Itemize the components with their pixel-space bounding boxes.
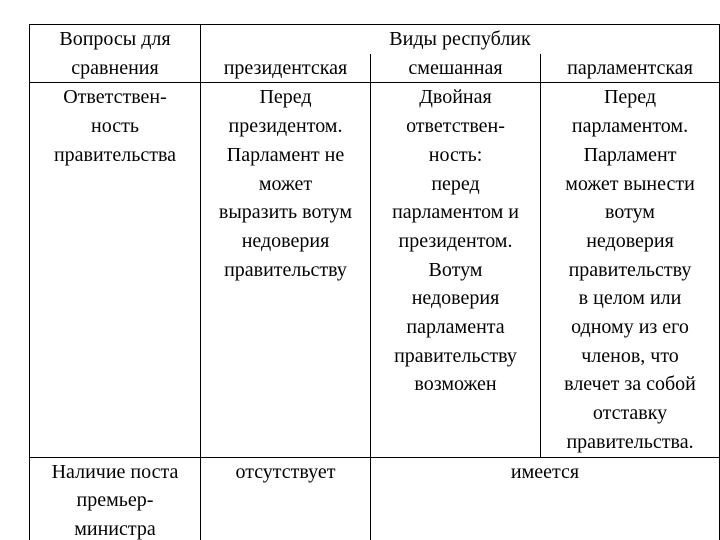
cell-line: ность: <box>428 143 483 166</box>
header-column-presidential <box>201 54 371 83</box>
comparison-table <box>29 24 720 540</box>
header-column-parliamentary <box>541 54 720 83</box>
cell-line: может вынести <box>565 172 695 195</box>
cell-line: членов, что <box>581 344 679 367</box>
question-cell <box>30 457 201 540</box>
cell-line: выразить вотум <box>218 201 353 224</box>
header-group-title: Виды республик <box>389 28 531 50</box>
cell-line: недоверия <box>586 229 674 252</box>
parliamentary-cell <box>541 83 720 457</box>
cell-line: парламентом и <box>392 201 519 224</box>
column-label: президентская <box>223 56 348 79</box>
cell-line: в целом или <box>578 287 682 310</box>
cell-line: одному из его <box>571 316 689 339</box>
cell-value: имеется <box>510 460 580 483</box>
cell-line: ответствен- <box>406 115 505 138</box>
cell-line: правительству <box>394 344 517 367</box>
cell-line: министра <box>74 517 156 540</box>
cell-line: Наличие поста <box>51 460 179 483</box>
cell-line: Перед <box>259 86 312 109</box>
cell-line: может <box>258 172 313 195</box>
cell-line: парламента <box>406 316 505 339</box>
cell-line: парламентом. <box>571 115 689 138</box>
cell-line: Двойная <box>419 86 492 109</box>
mixed-parliamentary-cell <box>371 457 720 540</box>
cell-line: вотум <box>605 201 655 224</box>
cell-line: Перед <box>603 86 657 109</box>
header-questions-cell <box>30 25 201 83</box>
cell-line: премьер- <box>76 489 154 512</box>
cell-line: Парламент <box>583 143 677 166</box>
cell-line: правительства. <box>566 430 694 453</box>
cell-line: правительству <box>568 258 692 281</box>
mixed-cell <box>371 83 541 457</box>
cell-line: ность <box>91 115 139 138</box>
cell-line: Ответствен- <box>63 86 167 109</box>
cell-line: недоверия <box>241 229 330 252</box>
header-questions-line: Вопросы для <box>59 28 171 50</box>
cell-line: отставку <box>592 402 668 425</box>
cell-value: отсутствует <box>235 460 336 483</box>
cell-line: перед <box>431 172 480 195</box>
header-column-mixed <box>371 54 541 83</box>
table-row <box>30 83 720 457</box>
column-label: смешанная <box>408 56 503 79</box>
cell-line: президентом. <box>228 115 343 138</box>
cell-line: влечет за собой <box>564 373 696 396</box>
presidential-cell <box>201 457 371 540</box>
column-label: парламентская <box>567 56 693 79</box>
question-cell <box>30 83 201 457</box>
table-row <box>30 457 720 540</box>
cell-line: возможен <box>414 373 497 396</box>
header-group-cell <box>201 25 720 54</box>
cell-line: президентом. <box>398 229 513 252</box>
cell-line: правительству <box>224 258 347 281</box>
cell-line: правительства <box>53 143 177 166</box>
header-row-1 <box>30 25 720 54</box>
header-questions-line: сравнения <box>71 56 159 79</box>
presidential-cell <box>201 83 371 457</box>
cell-line: Вотум <box>428 258 483 281</box>
cell-line: недоверия <box>411 287 500 310</box>
cell-line: Парламент не <box>226 143 345 166</box>
